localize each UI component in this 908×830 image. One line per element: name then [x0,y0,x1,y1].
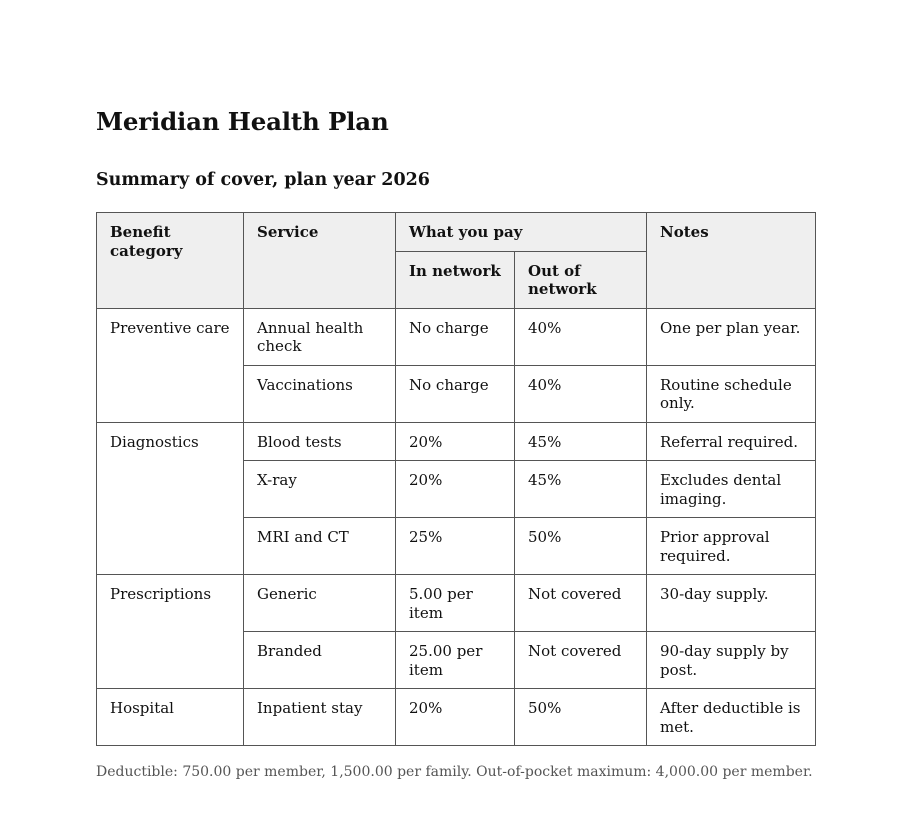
service-cell: Blood tests [244,422,396,461]
notes-cell: 30-day supply. [647,575,816,632]
in-network-cell: 20% [396,461,515,518]
category-cell: Preventive care [97,308,244,422]
service-cell: Annual health check [244,308,396,365]
category-cell: Hospital [97,689,244,746]
notes-cell: Routine schedule only. [647,365,816,422]
notes-cell: After deductible is met. [647,689,816,746]
table-body [97,308,816,746]
table-row [97,422,816,461]
out-of-network-cell: 50% [515,518,647,575]
page-subtitle: Summary of cover, plan year 2026 [96,170,430,190]
out-of-network-cell: 45% [515,461,647,518]
service-cell: Vaccinations [244,365,396,422]
service-cell: Inpatient stay [244,689,396,746]
out-of-network-cell: Not covered [515,575,647,632]
table-row [97,308,816,365]
out-of-network-cell: 50% [515,689,647,746]
notes-cell: Prior approval required. [647,518,816,575]
header-service: Service [244,213,396,309]
notes-cell: Referral required. [647,422,816,461]
out-of-network-cell: 40% [515,308,647,365]
service-cell: Generic [244,575,396,632]
in-network-cell: 5.00 per item [396,575,515,632]
table-row [97,689,816,746]
category-cell: Prescriptions [97,575,244,689]
page-title: Meridian Health Plan [96,107,389,136]
deductible-footnote: Deductible: 750.00 per member, 1,500.00 per family. Out-of-pocket maximum: 4,000.00 per member. [96,764,813,780]
header-what-you-pay: What you pay [396,213,647,252]
in-network-cell: No charge [396,365,515,422]
in-network-cell: 20% [396,689,515,746]
table-header [97,213,816,309]
out-of-network-cell: 45% [515,422,647,461]
in-network-cell: 25% [396,518,515,575]
service-cell: X-ray [244,461,396,518]
notes-cell: 90-day supply by post. [647,632,816,689]
service-cell: Branded [244,632,396,689]
header-out-of-network: Out of network [515,251,647,308]
notes-cell: Excludes dental imaging. [647,461,816,518]
service-cell: MRI and CT [244,518,396,575]
table-row [97,575,816,632]
in-network-cell: 25.00 per item [396,632,515,689]
in-network-cell: No charge [396,308,515,365]
header-in-network: In network [396,251,515,308]
header-benefit-category: Benefit category [97,213,244,309]
category-cell: Diagnostics [97,422,244,575]
notes-cell: One per plan year. [647,308,816,365]
out-of-network-cell: 40% [515,365,647,422]
header-notes: Notes [647,213,816,309]
coverage-table [96,212,816,746]
out-of-network-cell: Not covered [515,632,647,689]
in-network-cell: 20% [396,422,515,461]
